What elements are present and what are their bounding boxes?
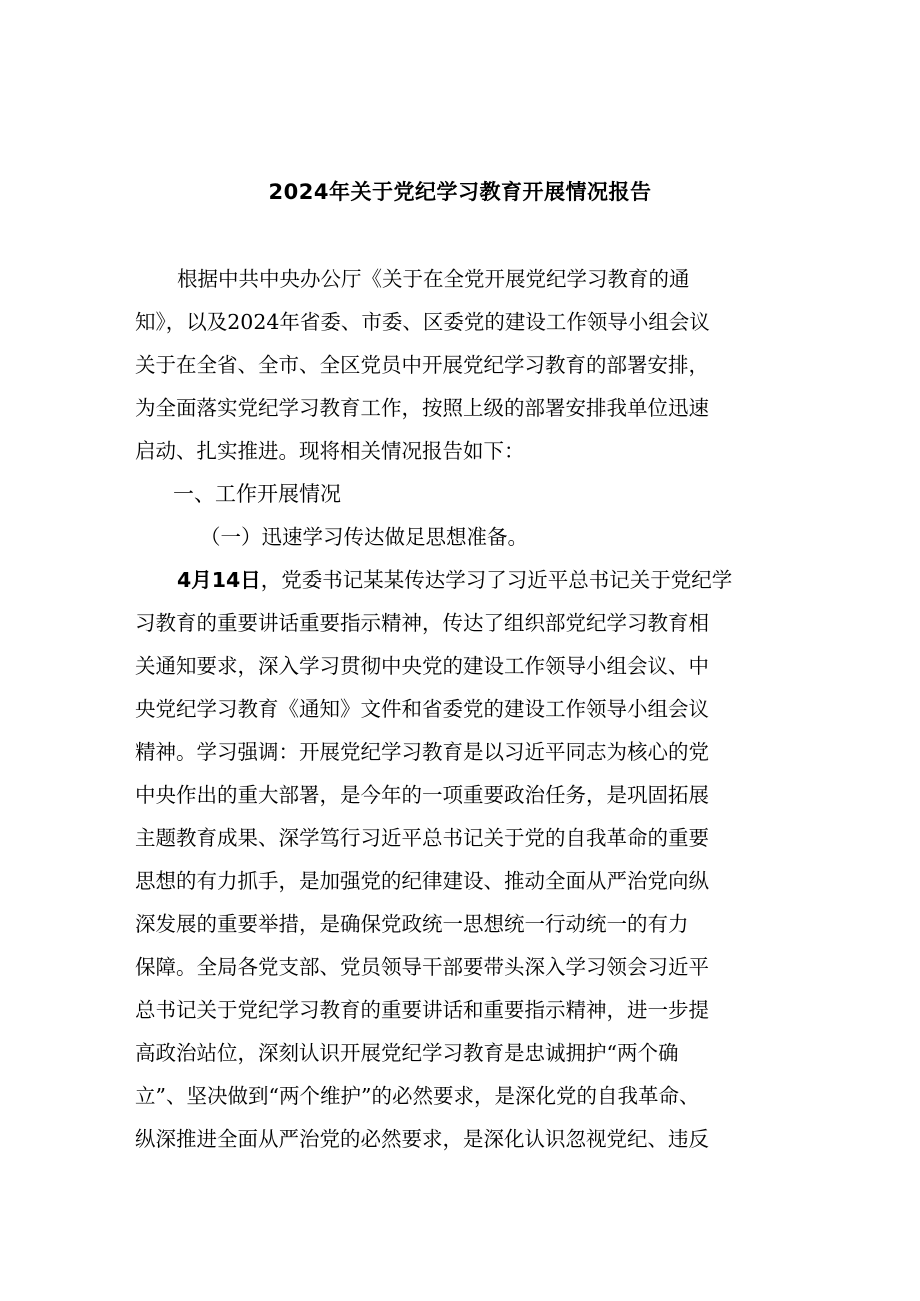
paragraph-line-11: 总书记关于党纪学习教育的重要讲话和重要指示精神，进一步提 — [135, 998, 709, 1022]
intro-line-5: 启动、扎实推进。现将相关情况报告如下： — [135, 439, 525, 463]
intro-line-1: 根据中共中央办公厅《关于在全党开展党纪学习教育的通 — [177, 267, 690, 291]
paragraph-line-1-text: ，党委书记某某传达学习了习近平总书记关于党纪学 — [260, 568, 733, 592]
paragraph-line-9: 深发展的重要举措，是确保党政统一思想统一行动统一的有力 — [135, 912, 689, 936]
paragraph-line-5: 精神。学习强调：开展党纪学习教育是以习近平同志为核心的党 — [135, 740, 709, 764]
subsection-heading: （一）迅速学习传达做足思想准备。 — [200, 525, 528, 549]
paragraph-line-2: 习教育的重要讲话重要指示精神，传达了组织部党纪学习教育相 — [135, 611, 709, 635]
paragraph-line-4: 央党纪学习教育《通知》文件和省委党的建设工作领导小组会议 — [135, 697, 709, 721]
intro-line-3: 关于在全省、全市、全区党员中开展党纪学习教育的部署安排， — [135, 353, 709, 377]
paragraph-line-12: 高政治站位，深刻认识开展党纪学习教育是忠诚拥护“两个确 — [135, 1041, 679, 1065]
paragraph-line-1 — [135, 559, 800, 602]
intro-line-4: 为全面落实党纪学习教育工作，按照上级的部署安排我单位迅速 — [135, 396, 709, 420]
document-title: 2024年关于党纪学习教育开展情况报告 — [268, 180, 652, 204]
paragraph-line-6: 中央作出的重大部署，是今年的一项重要政治任务，是巩固拓展 — [135, 783, 709, 807]
paragraph-line-7: 主题教育成果、深学笃行习近平总书记关于党的自我革命的重要 — [135, 826, 709, 850]
paragraph-line-14: 纵深推进全面从严治党的必然要求，是深化认识忽视党纪、违反 — [135, 1127, 709, 1151]
paragraph-line-3: 关通知要求，深入学习贯彻中央党的建设工作领导小组会议、中 — [135, 654, 709, 678]
paragraph-line-8: 思想的有力抓手，是加强党的纪律建设、推动全面从严治党向纵 — [135, 869, 709, 893]
section-heading: 一、工作开展情况 — [173, 482, 341, 506]
paragraph-date: 4月14日 — [177, 568, 261, 592]
intro-line-2: 知》，以及2024年省委、市委、区委党的建设工作领导小组会议 — [135, 310, 710, 334]
document-body — [135, 258, 800, 1161]
paragraph-line-10: 保障。全局各党支部、党员领导干部要带头深入学习领会习近平 — [135, 955, 709, 979]
paragraph-line-13: 立”、坚决做到“两个维护”的必然要求，是深化党的自我革命、 — [135, 1084, 700, 1108]
